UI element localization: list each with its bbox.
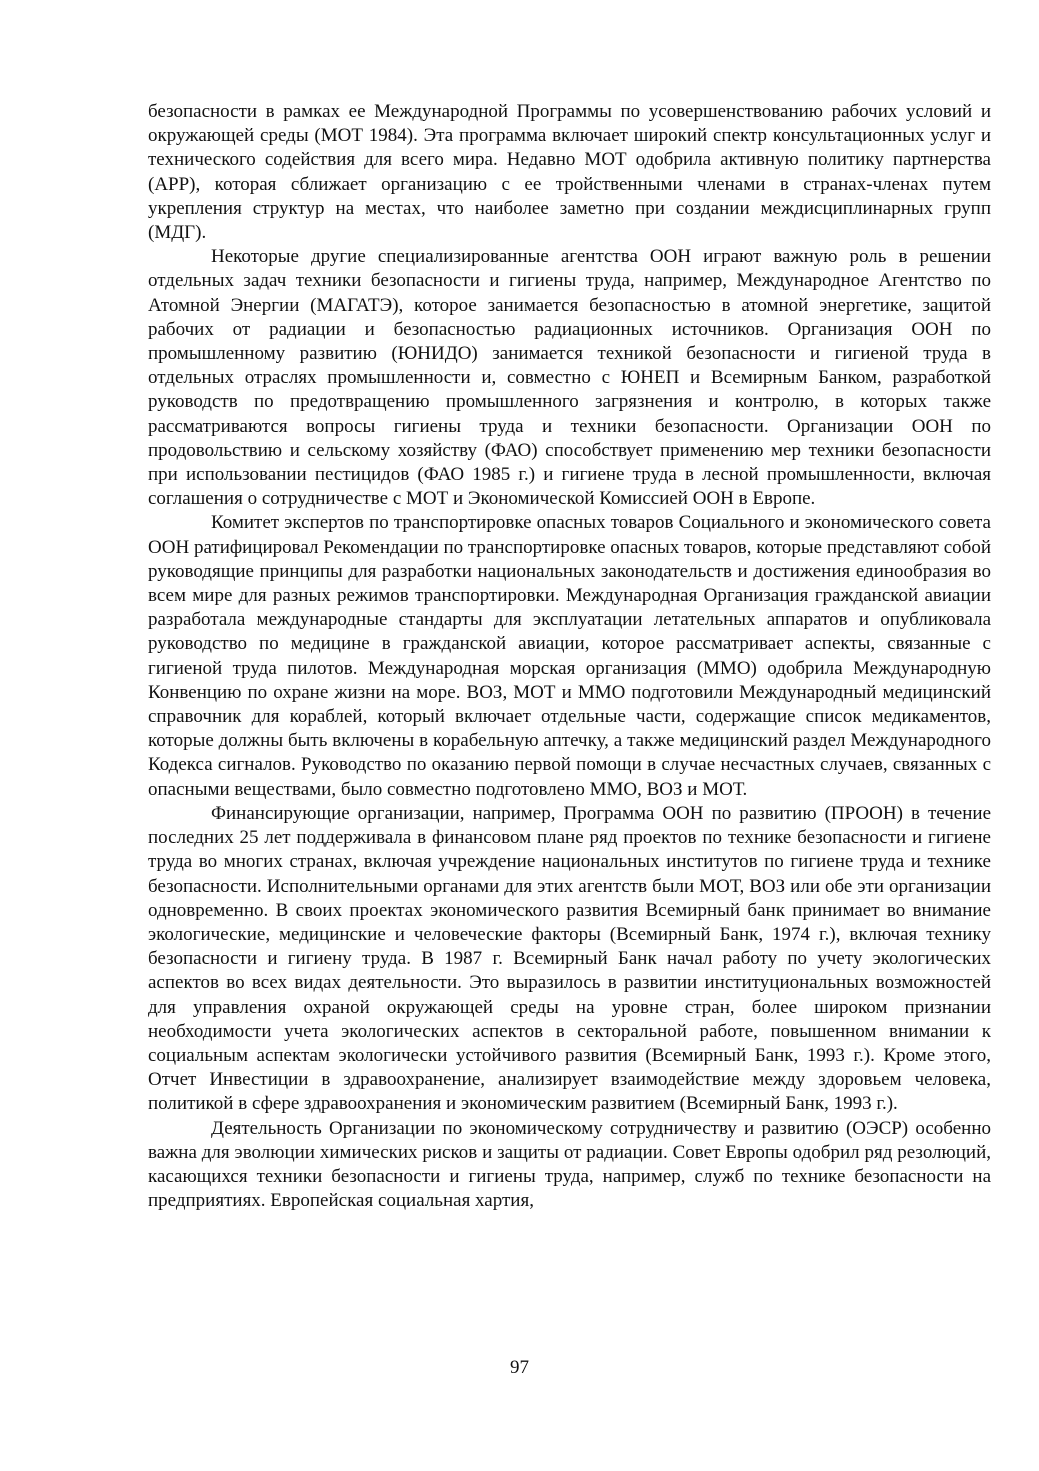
paragraph-1: безопасности в рамках ее Международной Программы по усовершенствованию рабочих условий и окружающей среды (МОТ 1984). Эта программа включает широкий спектр консультационных услуг и технического содействия для всего мира. Недавно МОТ одобрила активную политику партнерства (APP), которая сближает организацию с ее тройственными членами в странах-членах путем укрепления структур на местах, что наиболее заметно при создании междисциплинарных групп (МДГ). — [148, 101, 991, 244]
paragraph-2: Некоторые другие специализированные агентства ООН играют важную роль в решении отдельных задач техники безопасности и гигиены труда, например, Международное Агентство по Атомной Энергии (МАГАТЭ), которое занимается безопасностью в атомной энергетике, защитой рабочих от радиации и безопасностью радиационных источников. Организация ООН по промышленному развитию (ЮНИДО) занимается техникой безопасности и гигиеной труда в отдельных отраслях промышленности и, совместно с ЮНЕП и Всемирным Банком, разработкой руководств по предотвращению промышленного загрязнения и контролю, в которых также рассматриваются вопросы гигиены труда и техники безопасности. Организации ООН по продовольствию и сельскому хозяйству (ФАО) способствует применению мер техники безопасности при использовании пестицидов (ФАО 1985 г.) и гигиене труда в лесной промышленности, включая соглашения о сотрудничестве с МОТ и Экономической Комиссией ООН в Европе. — [148, 246, 991, 510]
document-body — [148, 100, 991, 1213]
paragraph-4: Финансирующие организации, например, Программа ООН по развитию (ПРООН) в течение последних 25 лет поддерживала в финансовом плане ряд проектов по технике безопасности и гигиене труда во многих странах, включая учреждение национальных институтов по гигиене труда и технике безопасности. Исполнительными органами для этих агентств были МОТ, ВОЗ или обе эти организации одновременно. В своих проектах экономического развития Всемирный банк принимает во внимание экологические, медицинские и человеческие факторы (Всемирный Банк, 1974 г.), включая технику безопасности и гигиену труда. В 1987 г. Всемирный Банк начал работу по учету экологических аспектов во всех видах деятельности. Это выразилось в развитии институциональных возможностей для управления охраной окружающей среды на уровне стран, более широком признании необходимости учета экологических аспектов в секторальной работе, повышенном внимании к социальным аспектам экологически устойчивого развития (Всемирный Банк, 1993 г.). Кроме этого, Отчет Инвестиции в здравоохранение, анализирует взаимодействие между здоровьем человека, политикой в сфере здравоохранения и экономическим развитием (Всемирный Банк, 1993 г.). — [148, 802, 991, 1115]
page-number: 97 — [510, 1357, 529, 1378]
paragraph-3: Комитет экспертов по транспортировке опасных товаров Социального и экономического совета ООН ратифицировал Рекомендации по транспортировке опасных товаров, которые представляют собой руководящие принципы для разработки национальных законодательств и достижения единообразия во всем мире для разных режимов транспортировки. Международная Организация гражданской авиации разработала международные стандарты для эксплуатации летательных аппаратов и опубликовала руководство по медицине в гражданской авиации, которое рассматривает аспекты, связанные с гигиеной труда пилотов. Международная морская организация (ММО) одобрила Международную Конвенцию по охране жизни на море. ВОЗ, МОТ и ММО подготовили Международный медицинский справочник для кораблей, который включает отдельные части, содержащие список медикаментов, которые должны быть включены в корабельную аптечку, а также медицинский раздел Международного Кодекса сигналов. Руководство по оказанию первой помощи в случае несчастных случаев, связанных с опасными веществами, было совместно подготовлено ММО, ВОЗ и МОТ. — [148, 512, 991, 800]
paragraph-5: Деятельность Организации по экономическому сотрудничеству и развитию (ОЭСР) особенно важна для эволюции химических рисков и защиты от радиации. Совет Европы одобрил ряд резолюций, касающихся техники безопасности и гигиены труда, например, служб по технике безопасности на предприятиях. Европейская социальная хартия, — [148, 1117, 991, 1212]
